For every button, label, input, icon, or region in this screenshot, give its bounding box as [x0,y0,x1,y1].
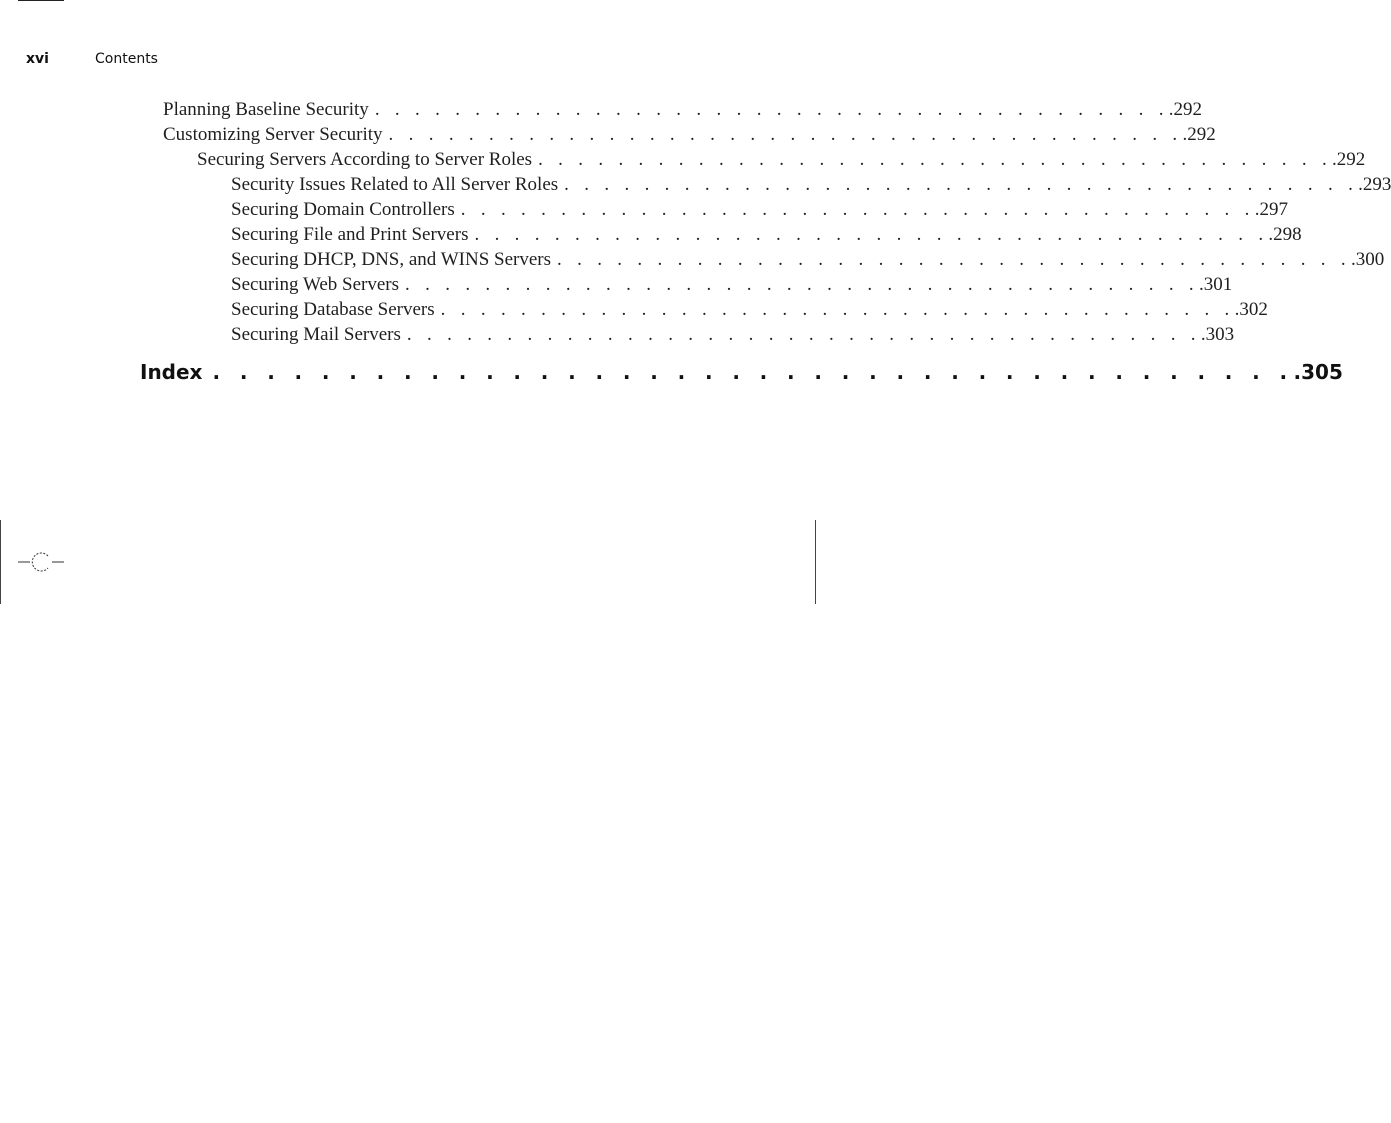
toc-entry-label: Planning Baseline Security [163,99,369,120]
toc-entry-page: .292 [1332,149,1366,170]
dot-leader: . . . . . . . . . . . . . . . . . . . . . . . . . . . . . . . . . . . . . . . . [374,99,1169,120]
toc-entry-page: .303 [1200,324,1235,345]
page-number: xvi [26,51,49,67]
crop-mark-left [0,520,1,604]
dot-leader: . . . . . . . . . . . . . . . . . . . . . . . . . . . . . . . . . . . . . . . . [405,274,1199,295]
toc-entry-securing-database-servers[interactable] [231,299,1268,324]
dot-leader: . . . . . . . . . . . . . . . . . . . . . . . . . . . . . . . . . . . . . . . . [440,299,1235,320]
toc-entry-securing-mail-servers[interactable] [231,324,1235,349]
toc-entry-page: .298 [1268,224,1302,245]
toc-entry-page: .300 [1350,249,1385,270]
dot-leader: . . . . . . . . . . . . . . . . . . . . . . . . . . . . . . . . . . . . . . . . [557,249,1351,270]
toc-entry-securing-servers-by-role[interactable] [197,149,1366,174]
toc-entry-page: .302 [1234,299,1268,320]
toc-entry-label: Securing File and Print Servers [231,224,469,245]
toc-entry-label: Securing Domain Controllers [231,199,455,220]
toc-entry-securing-dhcp-dns-wins[interactable] [231,249,1385,274]
toc-entry-customizing-server-security[interactable] [163,124,1216,149]
dot-leader: . . . . . . . . . . . . . . . . . . . . . . . . . . . . . . . . . . . . . . . . [564,174,1359,195]
toc-entry-securing-domain-controllers[interactable] [231,199,1288,224]
registration-mark-icon [16,548,66,576]
toc-entry-page: .292 [1182,124,1216,145]
top-rule [18,0,64,1]
dot-leader: . . . . . . . . . . . . . . . . . . . . . . . . . . . . . . . . . . . . . . . . [406,324,1201,345]
toc-entry-securing-web-servers[interactable] [231,274,1233,299]
toc-entry-securing-file-print-servers[interactable] [231,224,1302,249]
toc-entry-label: Customizing Server Security [163,124,383,145]
section-title: Contents [95,51,158,67]
index-label: Index [140,360,203,384]
index-page: .305 [1293,360,1343,384]
dot-leader: . . . . . . . . . . . . . . . . . . . . . . . . . . . . . . . . . . . . . . . . [212,360,1294,384]
toc-entry-label: Security Issues Related to All Server Roles [231,174,559,195]
dot-leader: . . . . . . . . . . . . . . . . . . . . . . . . . . . . . . . . . . . . . . . . [538,149,1333,170]
running-head [26,51,158,67]
dot-leader: . . . . . . . . . . . . . . . . . . . . . . . . . . . . . . . . . . . . . . . . [474,224,1269,245]
dot-leader: . . . . . . . . . . . . . . . . . . . . . . . . . . . . . . . . . . . . . . . . [460,199,1255,220]
toc-entry-planning-baseline-security[interactable] [163,99,1203,124]
toc-entry-label: Securing Web Servers [231,274,400,295]
toc-entry-page: .292 [1168,99,1203,120]
toc-entry-page: .301 [1198,274,1233,295]
toc-entry-label: Securing Servers According to Server Roles [197,149,533,170]
toc-entry-label: Securing DHCP, DNS, and WINS Servers [231,249,551,270]
toc-entry-page: .297 [1254,199,1288,220]
toc-entry-label: Securing Mail Servers [231,324,401,345]
crop-mark-right [815,520,816,604]
toc-entry-label: Securing Database Servers [231,299,435,320]
toc-entry-page: .293 [1358,174,1391,195]
dot-leader: . . . . . . . . . . . . . . . . . . . . . . . . . . . . . . . . . . . . . . . . [388,124,1183,145]
toc-entry-security-issues-all-roles[interactable] [231,174,1391,199]
toc-entry-index[interactable] [140,360,1343,388]
